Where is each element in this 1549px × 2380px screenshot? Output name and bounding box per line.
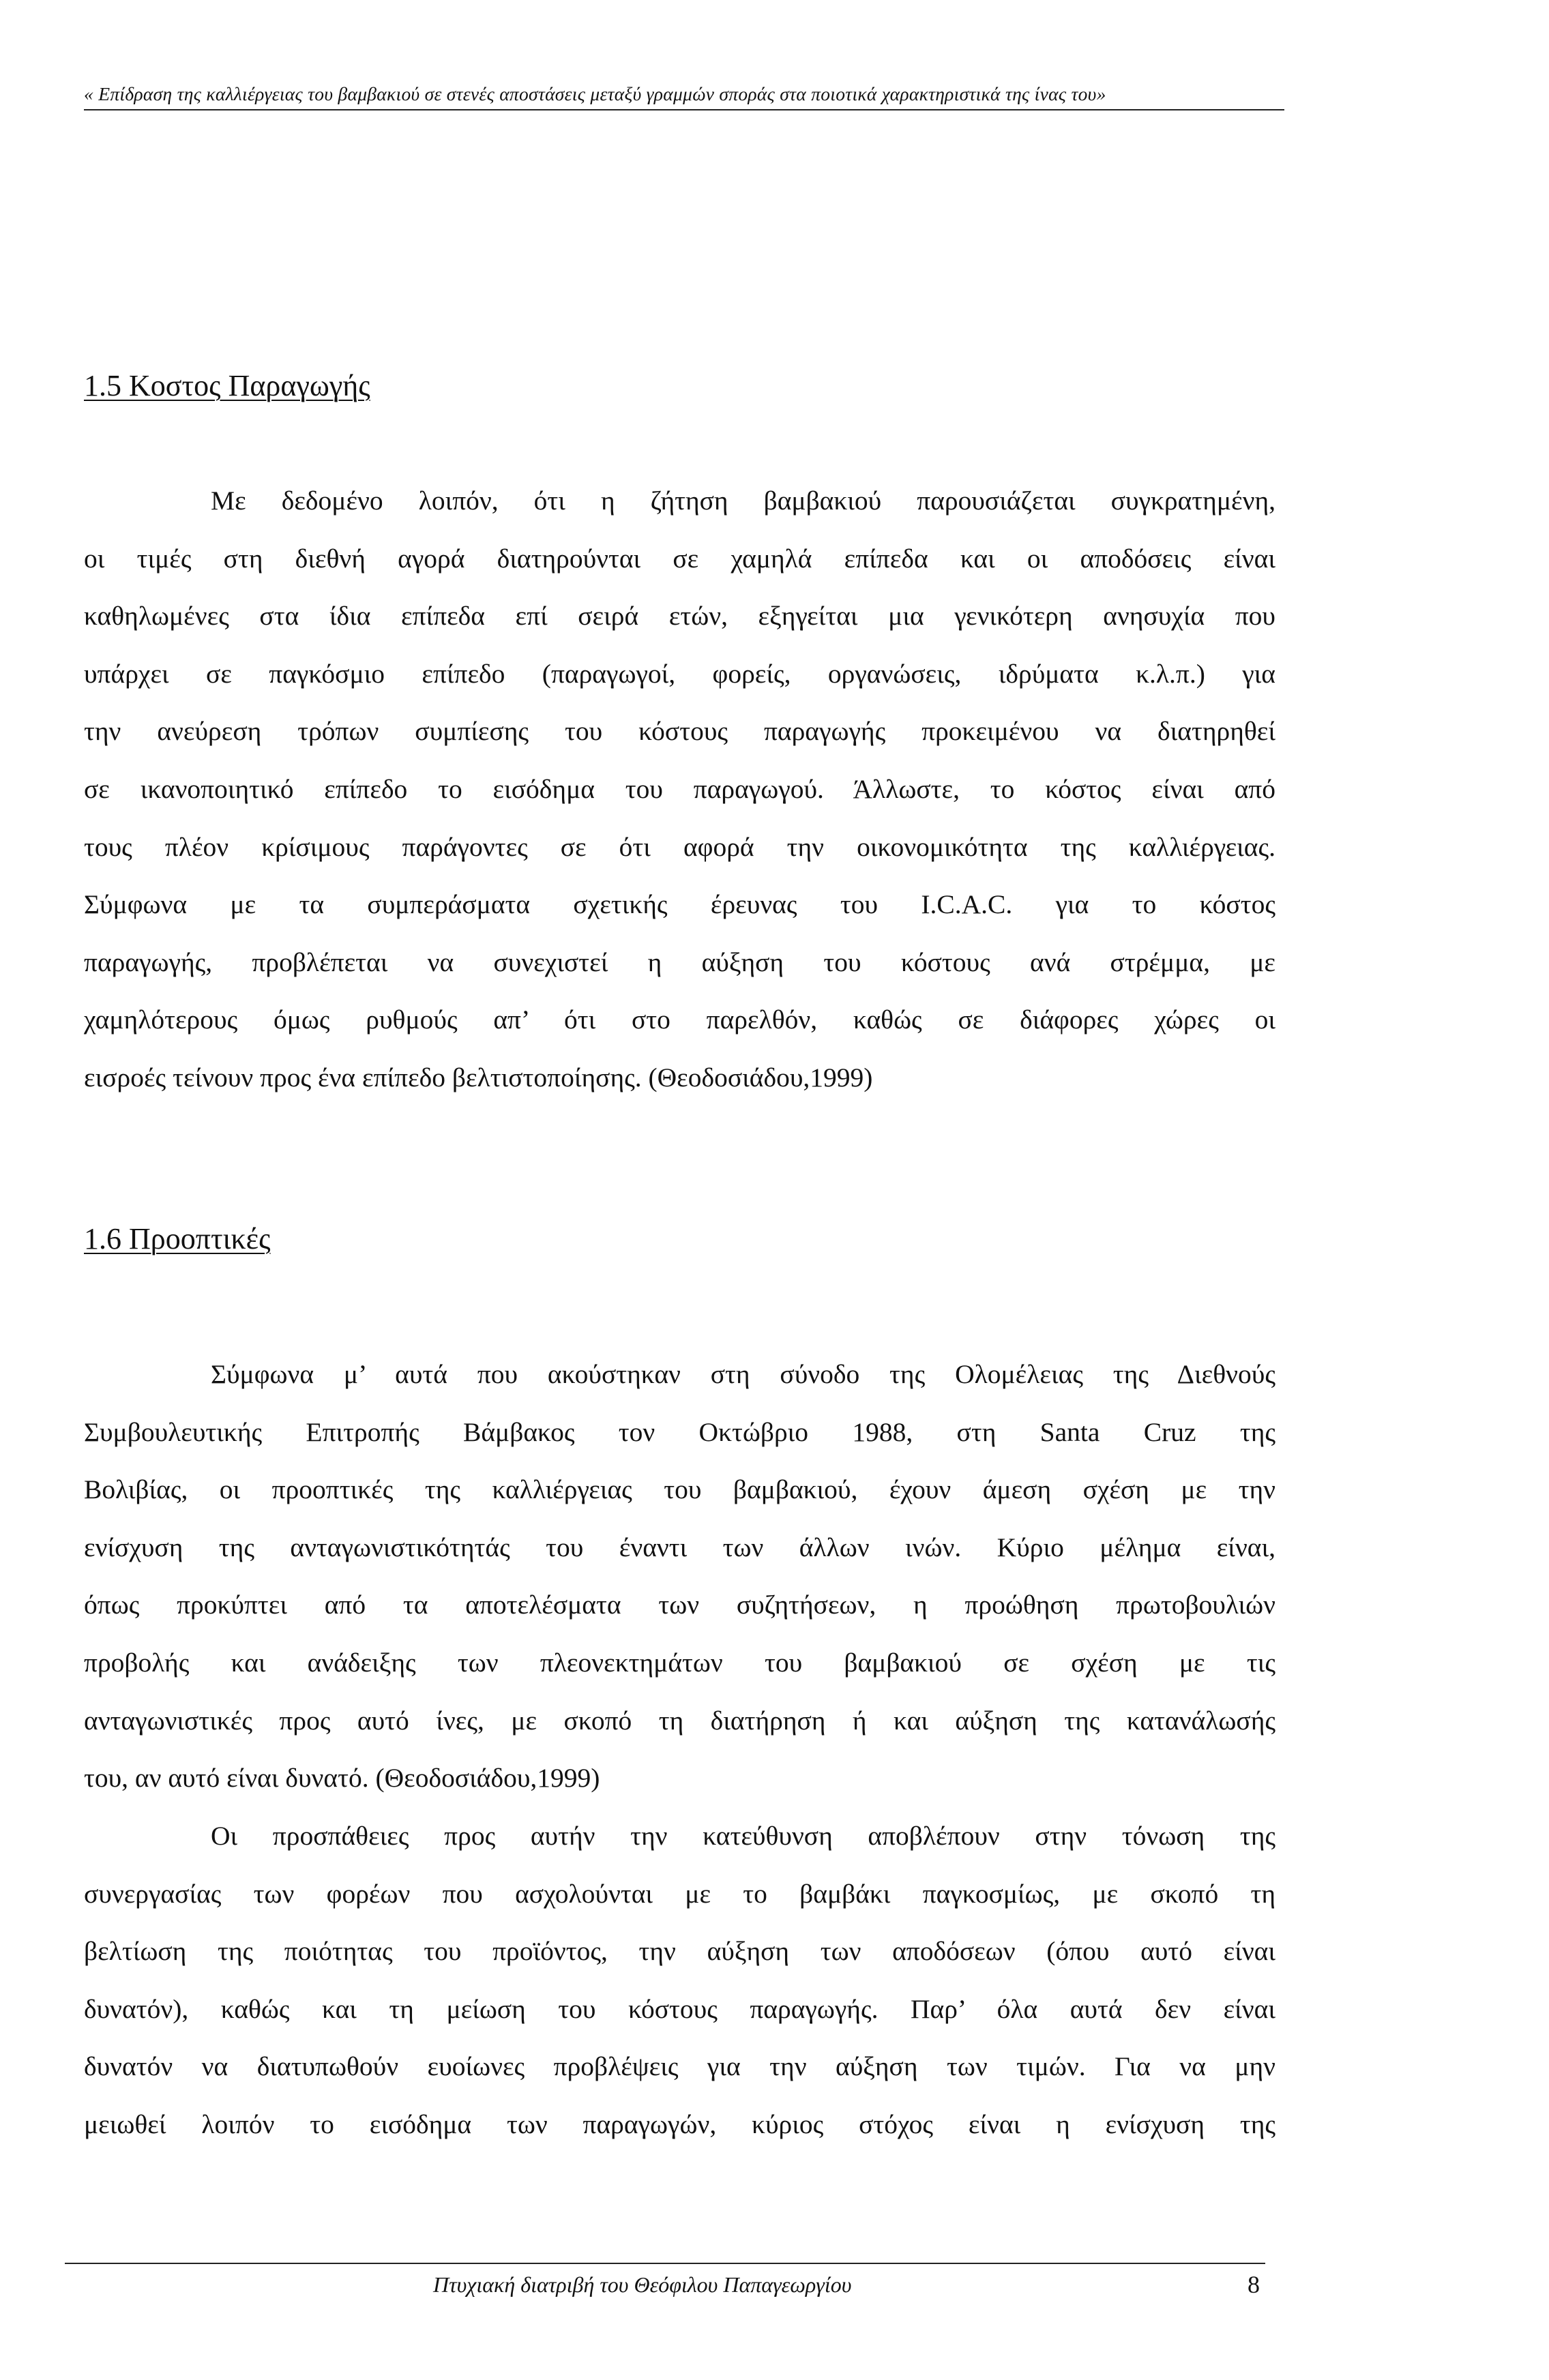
text-line: βελτίωση της ποιότητας του προϊόντος, την αύξηση των αποδόσεων (όπου αυτό είναι	[84, 1936, 1275, 1967]
running-header: « Επίδραση της καλλιέργειας του βαμβακιού σε στενές αποστάσεις μεταξύ γραμμών σποράς στα ποιοτικά χαρακτηριστικά της ίνας του»	[84, 82, 1284, 110]
text-line: του, αν αυτό είναι δυνατό. (Θεοδοσιάδου,1999)	[84, 1763, 600, 1794]
paragraph-prospects-1	[84, 1345, 1275, 1807]
page-footer	[65, 2269, 1265, 2300]
text-line: ανταγωνιστικές προς αυτό ίνες, με σκοπό τη διατήρηση ή και αύξηση της κατανάλωσής	[84, 1705, 1275, 1736]
text-line: παραγωγής, προβλέπεται να συνεχιστεί η αύξηση του κόστους ανά στρέμμα, με	[84, 947, 1275, 977]
footer-divider	[65, 2263, 1265, 2264]
page-number: 8	[1248, 2271, 1260, 2298]
text-line: χαμηλότερους όμως ρυθμούς απ’ ότι στο παρελθόν, καθώς σε διάφορες χώρες οι	[84, 1005, 1275, 1035]
text-line: δυνατόν), καθώς και τη μείωση του κόστους παραγωγής. Παρ’ όλα αυτά δεν είναι	[84, 1993, 1275, 2024]
footer-author: Πτυχιακή διατριβή του Θεόφιλου Παπαγεωργίου	[433, 2272, 852, 2297]
text-line: δυνατόν να διατυπωθούν ευοίωνες προβλέψεις για την αύξηση των τιμών. Για να μην	[84, 2051, 1275, 2082]
section-title-cost: 1.5 Κοστος Παραγωγής	[84, 369, 370, 402]
text-line: Οι προσπάθειες προς αυτήν την κατεύθυνση αποβλέπουν στην τόνωση της	[211, 1821, 1275, 1851]
text-line: υπάρχει σε παγκόσμιο επίπεδο (παραγωγοί, φορείς, οργανώσεις, ιδρύματα κ.λ.π.) για	[84, 658, 1275, 689]
text-line: όπως προκύπτει από τα αποτελέσματα των συζητήσεων, η προώθηση πρωτοβουλιών	[84, 1590, 1275, 1620]
text-line: σε ικανοποιητικό επίπεδο το εισόδημα του παραγωγού. Άλλωστε, το κόστος είναι από	[84, 773, 1275, 804]
text-line: Με δεδομένο λοιπόν, ότι η ζήτηση βαμβακιού παρουσιάζεται συγκρατημένη,	[211, 486, 1275, 516]
text-line: οι τιμές στη διεθνή αγορά διατηρούνται σε χαμηλά επίπεδα και οι αποδόσεις είναι	[84, 543, 1275, 574]
section-title-prospects: 1.6 Προοπτικές	[84, 1222, 271, 1255]
text-line: την ανεύρεση τρόπων συμπίεσης του κόστους παραγωγής προκειμένου να διατηρηθεί	[84, 716, 1275, 747]
text-line: Σύμφωνα με τα συμπεράσματα σχετικής έρευνας του I.C.A.C. για το κόστος	[84, 889, 1275, 920]
text-line: Συμβουλευτικής Επιτροπής Βάμβακος τον Οκτώβριο 1988, στη Santa Cruz της	[84, 1416, 1275, 1447]
paragraph-prospects-2	[84, 1807, 1275, 2154]
text-line: Βολιβίας, οι προοπτικές της καλλιέργειας του βαμβακιού, έχουν άμεση σχέση με την	[84, 1474, 1275, 1505]
text-line: καθηλωμένες στα ίδια επίπεδα επί σειρά ετών, εξηγείται μια γενικότερη ανησυχία που	[84, 601, 1275, 631]
text-line: εισροές τείνουν προς ένα επίπεδο βελτιστοποίησης. (Θεοδοσιάδου,1999)	[84, 1062, 873, 1092]
text-line: προβολής και ανάδειξης των πλεονεκτημάτων του βαμβακιού σε σχέση με τις	[84, 1647, 1275, 1678]
text-line: ενίσχυση της ανταγωνιστικότητάς του έναντι των άλλων ινών. Κύριο μέλημα είναι,	[84, 1532, 1275, 1562]
text-line: τους πλέον κρίσιμους παράγοντες σε ότι αφορά την οικονομικότητα της καλλιέργειας.	[84, 831, 1275, 862]
text-line: συνεργασίας των φορέων που ασχολούνται με το βαμβάκι παγκοσμίως, με σκοπό τη	[84, 1878, 1275, 1909]
text-line: μειωθεί λοιπόν το εισόδημα των παραγωγών, κύριος στόχος είναι η ενίσχυση της	[84, 2109, 1275, 2139]
paragraph-cost	[84, 472, 1275, 1107]
text-line: Σύμφωνα μ’ αυτά που ακούστηκαν στη σύνοδο της Ολομέλειας της Διεθνούς	[211, 1359, 1275, 1389]
